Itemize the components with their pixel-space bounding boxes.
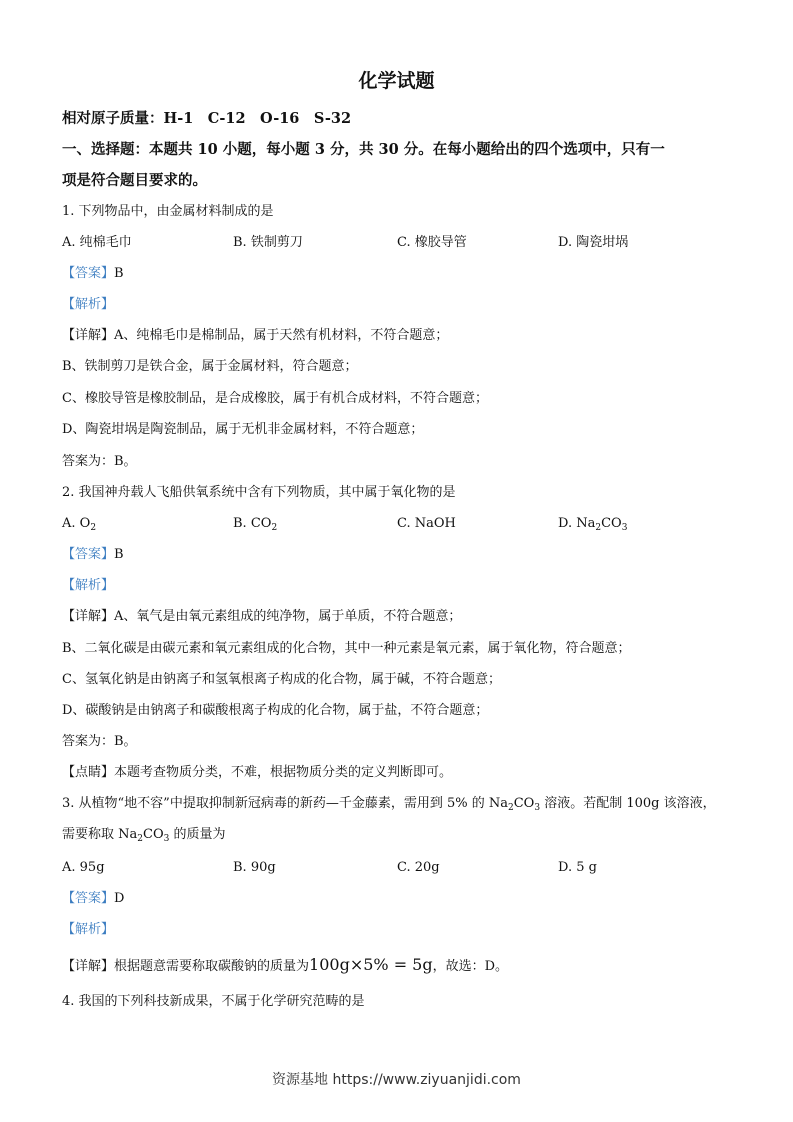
detail-line — [62, 956, 508, 976]
subscript: 3 — [163, 834, 170, 844]
page-title: 化学试题 — [358, 70, 435, 92]
option-b: B. 铁制剪刀 — [233, 235, 303, 250]
analysis-label: 【解析】 — [62, 922, 115, 937]
analysis-label: 【解析】 — [62, 578, 115, 593]
detail-label: 【详解】 — [62, 959, 115, 974]
question-2-options — [62, 515, 762, 533]
detail-text: A、氧气是由氧元素组成的纯净物，属于单质，不符合题意； — [114, 609, 462, 624]
option-c: C. 20g — [397, 860, 440, 875]
answer-line — [62, 546, 124, 564]
answer-value: B — [114, 266, 124, 281]
option-d: D. 5 g — [558, 860, 597, 875]
detail-text: B、二氧化碳是由碳元素和氧元素组成的化合物，其中一种元素是氧元素，属于氧化物，符合题意； — [62, 641, 631, 656]
answer-label: 【答案】 — [62, 891, 115, 906]
answer-line — [62, 890, 124, 908]
question-4-stem: 4. 我国的下列科技新成果，不属于化学研究范畴的是 — [62, 994, 365, 1009]
detail-label: 【详解】 — [62, 328, 115, 343]
subscript: 2 — [90, 523, 97, 533]
question-1-options — [62, 234, 762, 252]
subscript: 3 — [534, 803, 541, 813]
conclusion: 答案为：B。 — [62, 454, 137, 469]
stem-text: 溶液。若配制 100g 该溶液， — [540, 796, 716, 811]
detail-line — [62, 327, 448, 345]
subscript: 2 — [137, 834, 143, 844]
question-3-stem-cont — [62, 826, 225, 844]
detail-label: 【详解】 — [62, 609, 115, 624]
answer-line — [62, 265, 124, 283]
footer-watermark: 资源基地 https://www.ziyuanjidi.com — [272, 1072, 521, 1088]
comment-label: 【点睛】 — [62, 765, 115, 780]
section-heading-cont: 项是符合题目要求的。 — [62, 172, 207, 189]
option-b: B. 90g — [233, 860, 276, 875]
atomic-mass-line: 相对原子质量：H-1 C-12 O-16 S-32 — [62, 110, 352, 127]
math-formula: 100g×5% = 5g — [309, 955, 433, 974]
option-text: A. O — [62, 516, 91, 531]
subscript: 2 — [507, 803, 514, 813]
option-c: C. 橡胶导管 — [397, 235, 467, 250]
stem-text: CO — [513, 796, 535, 811]
question-2-stem: 2. 我国神舟载人飞船供氧系统中含有下列物质，其中属于氧化物的是 — [62, 485, 456, 500]
detail-text: ，故选：D。 — [432, 959, 509, 974]
stem-text: CO — [143, 827, 164, 842]
question-3-options — [62, 859, 762, 877]
detail-text: C、橡胶导管是橡胶制品，是合成橡胶，属于有机合成材料，不符合题意； — [62, 391, 488, 406]
comment-text: 本题考查物质分类，不难，根据物质分类的定义判断即可。 — [114, 765, 453, 780]
option-text: CO — [601, 516, 622, 531]
answer-label: 【答案】 — [62, 266, 115, 281]
detail-line — [62, 608, 461, 626]
section-heading: 一、选择题：本题共 10 小题，每小题 3 分，共 30 分。在每小题给出的四个选项中，只有一 — [62, 141, 665, 158]
comment-line — [62, 764, 452, 782]
option-c: C. NaOH — [397, 516, 456, 531]
detail-text: A、纯棉毛巾是棉制品，属于天然有机材料，不符合题意； — [114, 328, 449, 343]
option-a: A. 95g — [62, 860, 105, 875]
detail-text: 根据题意需要称取碳酸钠的质量为 — [114, 959, 310, 974]
answer-value: B — [114, 547, 124, 562]
subscript: 2 — [271, 523, 278, 533]
detail-text: C、氢氧化钠是由钠离子和氢氧根离子构成的化合物，属于碱，不符合题意； — [62, 672, 501, 687]
question-3-stem — [62, 795, 716, 813]
stem-text: 的质量为 — [169, 827, 226, 842]
option-a: A. 纯棉毛巾 — [62, 235, 132, 250]
option-a — [62, 515, 96, 533]
subscript: 3 — [621, 523, 628, 533]
analysis-label: 【解析】 — [62, 297, 115, 312]
detail-text: D、碳酸钠是由钠离子和碳酸根离子构成的化合物，属于盐，不符合题意； — [62, 703, 489, 718]
option-d: D. 陶瓷坩埚 — [558, 235, 629, 250]
option-text: D. Na — [558, 516, 596, 531]
subscript: 2 — [595, 523, 602, 533]
conclusion: 答案为：B。 — [62, 734, 137, 749]
stem-text: 需要称取 Na — [62, 827, 138, 842]
answer-value: D — [114, 891, 125, 906]
question-1-stem: 1. 下列物品中，由金属材料制成的是 — [62, 204, 274, 219]
stem-text: 3. 从植物“地不容”中提取抑制新冠病毒的新药—千金藤素，需用到 5% 的 Na — [62, 796, 508, 811]
option-d — [558, 515, 627, 533]
detail-text: B、铁制剪刀是铁合金，属于金属材料，符合题意； — [62, 359, 358, 374]
answer-label: 【答案】 — [62, 547, 115, 562]
option-b — [233, 515, 277, 533]
detail-text: D、陶瓷坩埚是陶瓷制品，属于无机非金属材料，不符合题意； — [62, 422, 424, 437]
option-text: B. CO — [233, 516, 272, 531]
